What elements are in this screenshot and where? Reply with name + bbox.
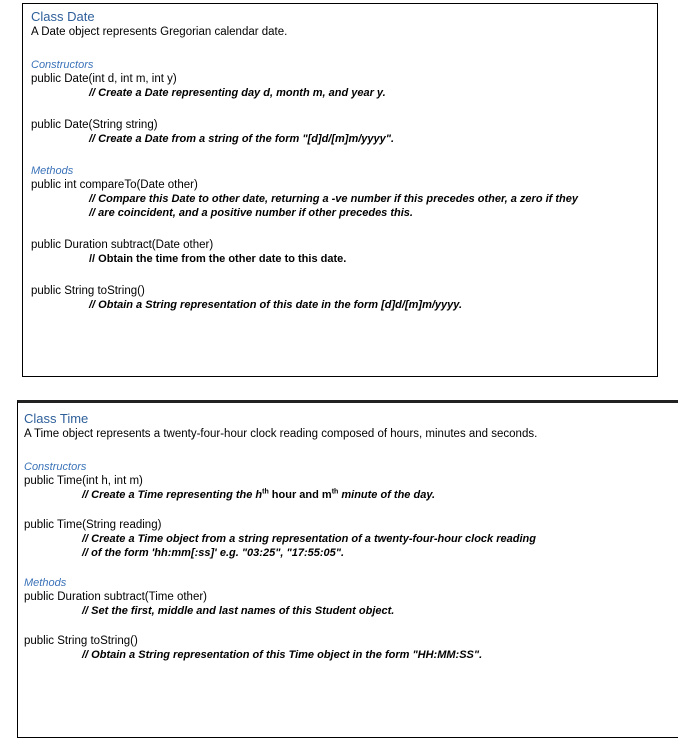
time-ctor1-sup2: th: [331, 488, 339, 496]
time-methods-heading: Methods: [24, 577, 67, 589]
date-class-description: A Date object represents Gregorian calendar date.: [31, 26, 288, 38]
time-ctor1-comment-b: hour and m: [268, 489, 332, 501]
date-m3-comment-text: // Obtain a String representation of this date in the form [d]d/[m]m/yyyy.: [89, 299, 463, 311]
time-ctor1-comment-a: // Create a Time representing the h: [82, 489, 263, 501]
date-m2-comment: // Obtain the time from the other date to this date.: [89, 253, 347, 265]
time-class-title: Class Time: [24, 411, 89, 426]
date-m3-comment: [89, 298, 657, 312]
time-ctor2-signature: public Time(String reading): [24, 519, 162, 531]
date-m1-comment-2-text: // are coincident, and a positive number if other precedes this.: [89, 207, 413, 219]
time-ctor2-comment-2: [82, 546, 678, 560]
time-class-box: [17, 400, 678, 738]
date-m3-signature: public String toString(): [31, 285, 145, 297]
date-ctor1-signature: public Date(int d, int m, int y): [31, 73, 177, 85]
time-m1-comment: [82, 604, 678, 618]
date-m1-comment-1-text: // Compare this Date to other date, returning a -ve number if this precedes other, a zero if they: [89, 193, 578, 205]
time-m2-comment-text: // Obtain a String representation of this Time object in the form "HH:MM:SS".: [82, 649, 483, 661]
time-m2-signature: public String toString(): [24, 635, 138, 647]
time-class-description: A Time object represents a twenty-four-hour clock reading composed of hours, minutes and seconds.: [24, 428, 538, 440]
date-class-title: Class Date: [31, 9, 95, 24]
time-ctor2-comment-2-text: // of the form 'hh:mm[:ss]' e.g. "03:25", "17:55:05".: [82, 547, 345, 559]
time-m1-comment-text: // Set the first, middle and last names of this Student object.: [82, 605, 395, 617]
time-ctor1-comment-c: minute of the day.: [338, 489, 436, 501]
time-m1-signature: public Duration subtract(Time other): [24, 591, 208, 603]
time-ctor1-signature: public Time(int h, int m): [24, 475, 143, 487]
date-methods-heading: Methods: [31, 165, 74, 177]
date-m1-comment-1: [89, 192, 657, 206]
date-ctor2-comment-text: // Create a Date from a string of the form "[d]d/[m]m/yyyy".: [89, 133, 395, 145]
date-ctor2-comment: [89, 132, 657, 146]
date-ctor2-signature: public Date(String string): [31, 119, 158, 131]
date-m2-signature: public Duration subtract(Date other): [31, 239, 214, 251]
date-m1-comment-2: [89, 206, 657, 220]
time-constructors-heading: Constructors: [24, 461, 87, 473]
date-class-box: [22, 3, 658, 377]
time-ctor2-comment-1-text: // Create a Time object from a string representation of a twenty-four-hour clock reading: [82, 533, 536, 545]
time-m2-comment: [82, 648, 678, 662]
time-ctor2-comment-1: [82, 532, 678, 546]
date-m1-signature: public int compareTo(Date other): [31, 179, 198, 191]
time-ctor1-comment: [82, 488, 678, 502]
date-constructors-heading: Constructors: [31, 59, 94, 71]
time-ctor1-sup1: th: [262, 488, 269, 496]
date-ctor1-comment-text: // Create a Date representing day d, month m, and year y.: [89, 87, 386, 99]
date-ctor1-comment: [89, 86, 657, 100]
